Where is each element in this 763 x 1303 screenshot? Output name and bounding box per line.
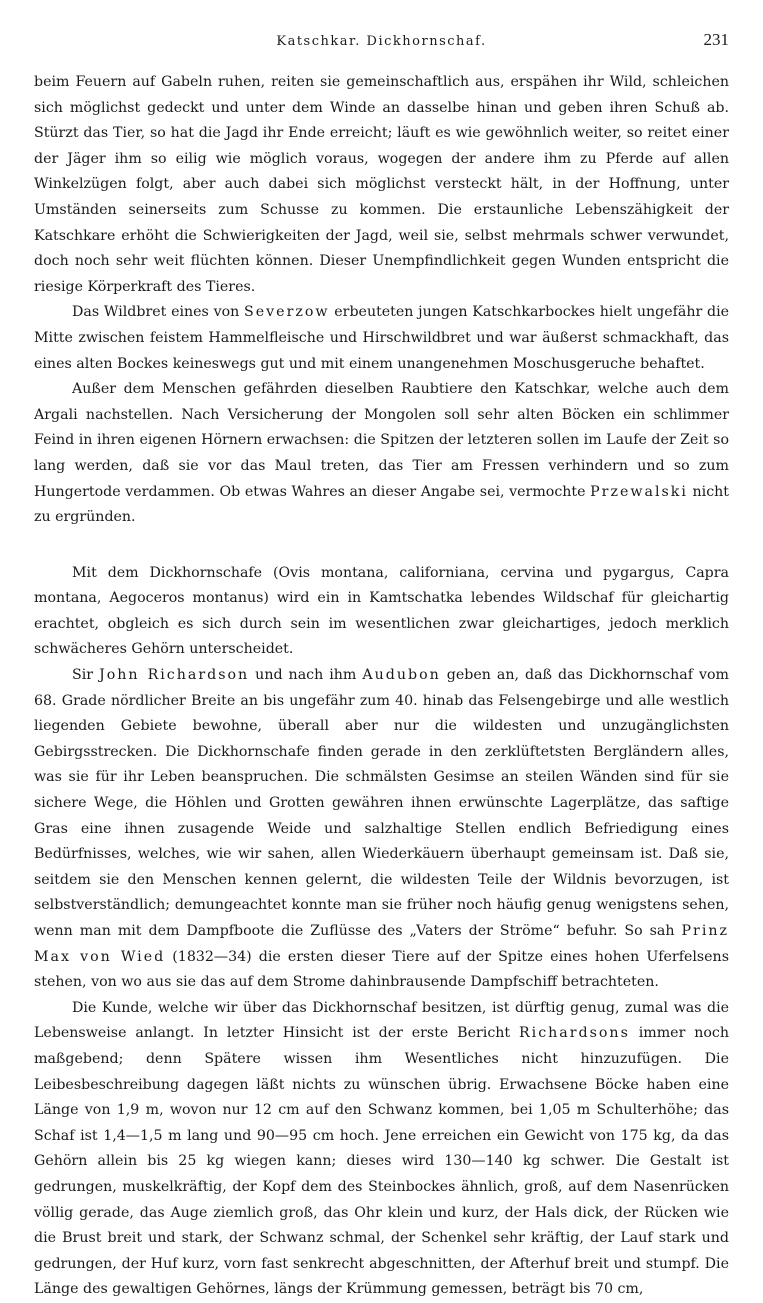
person-name: Przewalski — [590, 483, 688, 500]
text-run: erbeuteten jungen Katschkarbockes hielt ungefähr die Mitte zwischen feistem Hammelfleische und Hirschwildbret und war äußerst schmackhaft, das eines alten Bockes keineswegs gut und mit einem unangenehmen Moschusgeruche behaftet. — [34, 304, 730, 372]
page-number: 231 — [703, 30, 729, 49]
text-run: (1832—34) die ersten dieser Tiere auf der Spitze eines hohen Uferfelsens stehen, von wo aus sie das auf dem Strome dahinbrausende Dampfschiff betrachteten. — [34, 948, 729, 991]
running-head: Katschkar. Dickhornschaf. — [276, 34, 487, 49]
text-run: Das Wildbret eines von — [72, 304, 245, 321]
text-run: und nach ihm — [249, 667, 363, 684]
page-header — [34, 30, 729, 56]
text-run: nicht zu ergründen. — [34, 483, 729, 526]
text-run: immer noch maßgebend; denn Spätere wissen ihm Wesentliches nicht hinzuzufügen. Die Leibesbeschreibung dagegen läßt nichts zu wünschen übrig. Erwachsene Böcke haben eine Länge von 1,9 m, wovon nur 12 cm auf den Schwanz kommen, bei 1,05 m Schulterhöhe; das Schaf ist 1,4—1,5 m lang und 90—95 cm hoch. Jene erreichen ein Gewicht von 175 kg, da das Gehörn allein bis 25 kg wiegen kann; dieses wird 130—140 kg schwer. Die Gestalt ist gedrungen, muskelkräftig, der Kopf dem des Steinbockes ähnlich, groß, auf dem Nasenrücken völlig gerade, das Auge ziemlich groß, das Ohr klein und kurz, der Hals dick, der Rücken wie die Brust breit und stark, der Schwanz schmal, der Schenkel sehr kräftig, der Lauf stark und gedrungen, der Huf kurz, vorn fast senkrecht abgeschnitten, der Afterhuf breit und stumpf. Die Länge des gewaltigen Gehörnes, längs der Krümmung gemessen, beträgt bis 70 cm, — [34, 1025, 729, 1298]
person-name: Audubon — [362, 667, 441, 684]
section-gap — [34, 531, 729, 561]
person-name: Richardsons — [518, 1025, 630, 1042]
person-name: Prinz Max von Wied — [34, 923, 729, 965]
paragraph-hunting: beim Feuern auf Gabeln ruhen, reiten sie gemeinschaftlich aus, erspähen ihr Wild, schleichen sich möglichst gedeckt und unter dem Winde an dasselbe hinan und geben ihren Schuß ab. Stürzt das Tier, so hat die Jagd ihr Ende erreicht; läuft es wie gewöhnlich weiter, so reitet einer der Jäger ihm so eilig wie möglich voraus, wogegen der andere ihm zu Pferde auf allen Winkelzügen folgt, aber auch dabei sich möglichst versteckt hält, in der Hoffnung, unter Umständen seinerseits zum Schusse zu kommen. Die erstaunliche Lebenszähigkeit der Katschkare erhöht die Schwierigkeiten der Jagd, weil sie, selbst mehrmals schwer verwundet, doch noch sehr weit flüchten können. Dieser Unempfindlichkeit gegen Wunden entspricht die riesige Körperkraft des Tieres. — [34, 74, 729, 295]
paragraph-wildbret — [34, 300, 729, 377]
text-run: geben an, daß das Dickhornschaf vom 68. Grade nördlicher Breite an bis ungefähr zum 40. hinab das Felsengebirge und alle westlich liegenden Gebiete bewohne, überall aber nur die wildesten und unzugänglichsten Gebirgsstrecken. Die Dickhornschafe finden gerade in den zerklüftetsten Bergländern alles, was sie für ihr Leben beanspruchen. Die schmälsten Gesimse an steilen Wänden sind für sie sichere Wege, die Höhlen und Grotten gewähren ihnen erwünschte Lagerplätze, das saftige Gras eine ihnen zusagende Weide und salzhaltige Stellen endlich Befriedigung eines Bedürfnisses, welches, wie wir sahen, allen Wiederkäuern überhaupt gemeinsam ist. Daß sie, seitdem sie den Menschen kennen gelernt, die wildesten Teile der Wildnis bevorzugen, ist selbstverständlich; demungeachtet konnte man sie früher noch häufig genug wenigstens sehen, wenn man mit dem Dampfboote die Zuflüsse des „Vaters der Ströme“ befuhr. So sah — [34, 667, 730, 939]
text-run: Außer dem Menschen gefährden dieselben Raubtiere den Katschkar, welche auch dem Argali nachstellen. Nach Versicherung der Mongolen soll sehr alten Böcken ein schlimmer Feind in ihren eigenen Hörnern erwachsen: die Spitzen der letzteren sollen im Laufe der Zeit so lang werden, daß sie vor das Maul treten, das Tier am Fressen verhindern und so zum Hungertode verdammen. Ob etwas Wahres an dieser Angabe sei, vermochte — [34, 381, 729, 500]
paragraph-distribution — [34, 663, 729, 996]
body-text — [34, 70, 729, 1303]
person-name: John Richardson — [99, 667, 250, 684]
paragraph-enemies — [34, 377, 729, 531]
text-run: Sir — [72, 667, 100, 684]
paragraph-description — [34, 996, 729, 1303]
paragraph-dickhornschaf-intro: Mit dem Dickhornschafe (Ovis montana, californiana, cervina und pygargus, Capra montana, Aegoceros montanus) wird ein in Kamtschatka lebendes Wildschaf für gleichartig erachtet, obgleich es sich durch sein im wesentlichen zwar gleichartiges, jedoch merklich schwächeres Gehörn unterscheidet. — [34, 564, 729, 658]
text-run: Die Kunde, welche wir über das Dickhornschaf besitzen, ist dürftig genug, zumal was die Lebensweise anlangt. In letzter Hinsicht ist der erste Bericht — [34, 999, 729, 1042]
person-name: Severzow — [244, 304, 330, 321]
